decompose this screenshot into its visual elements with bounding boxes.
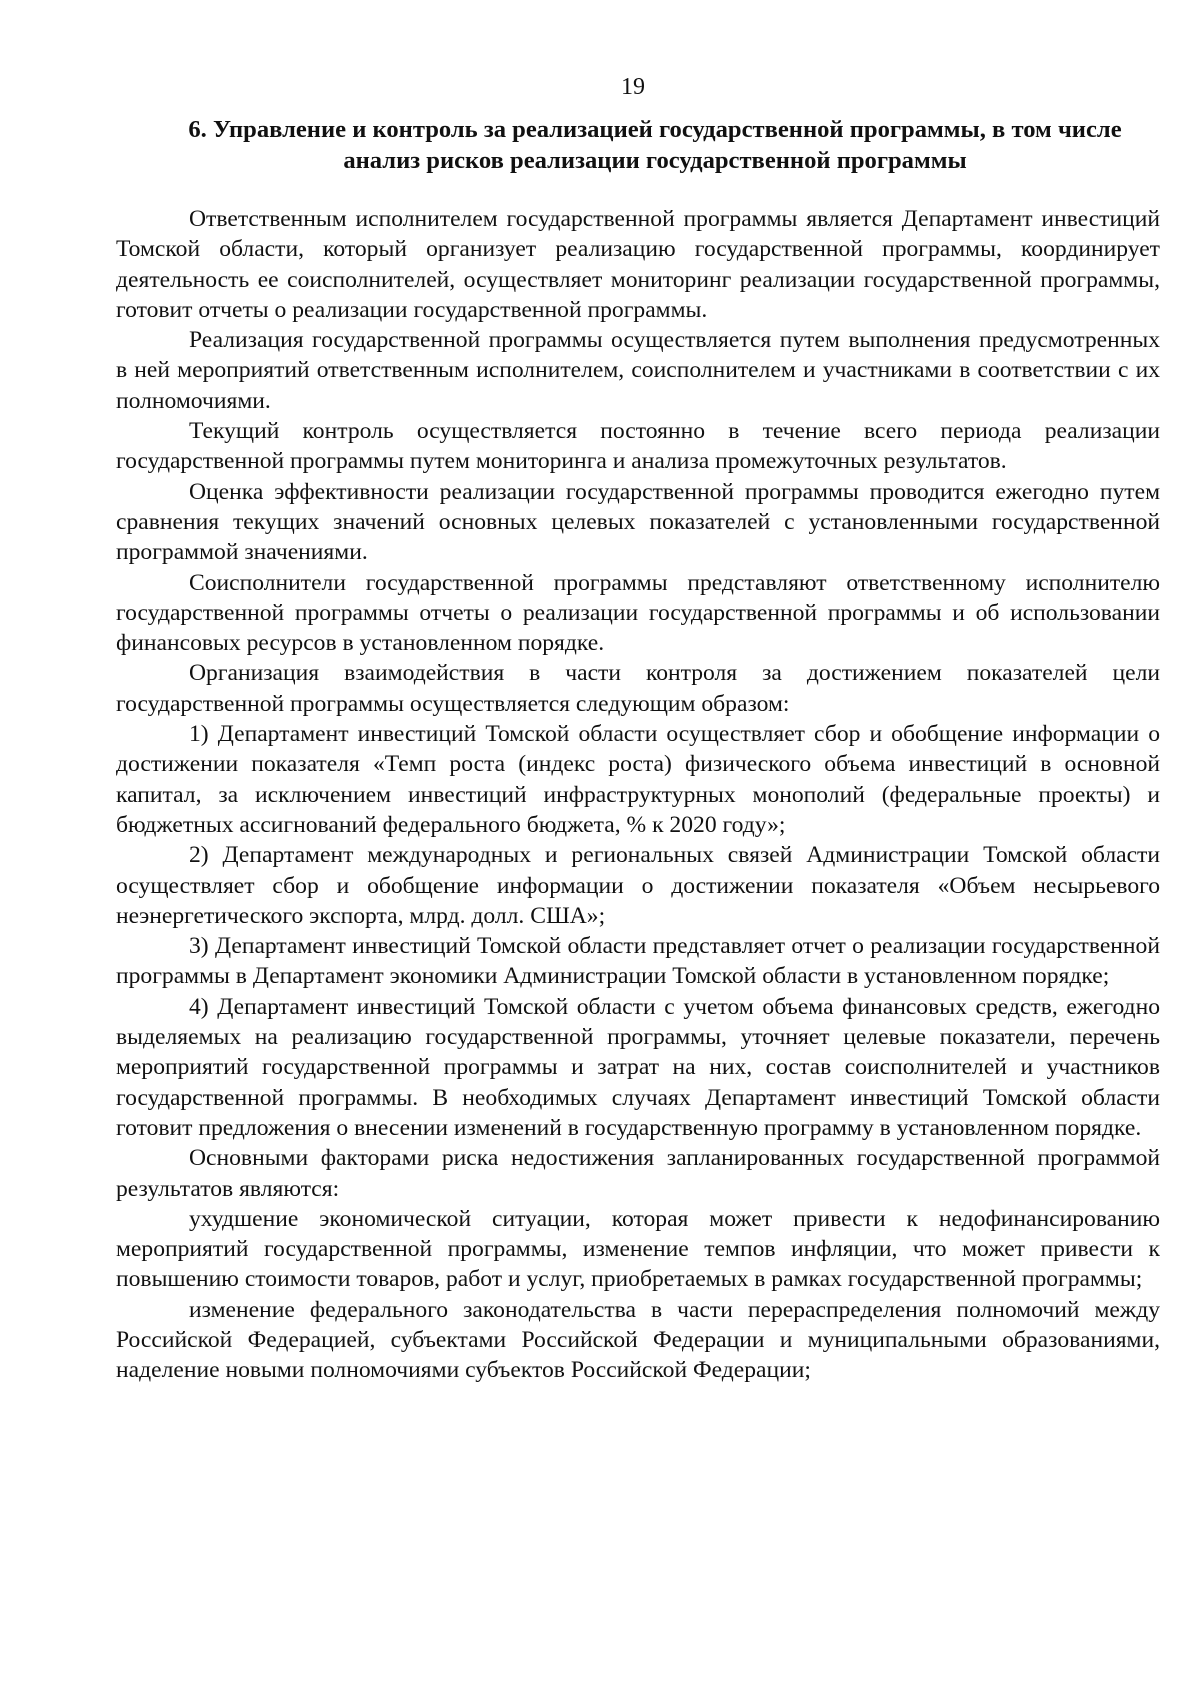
section-heading-line-1: 6. Управление и контроль за реализацией государственной программы, в том числе <box>188 116 1122 143</box>
body-text <box>116 204 1160 1386</box>
list-item: 3) Департамент инвестиций Томской области представляет отчет о реализации государственной программы в Департамент экономики Администрации Томской области в установленном порядке; <box>116 933 1160 990</box>
list-item: 4) Департамент инвестиций Томской области с учетом объема финансовых средств, ежегодно выделяемых на реализацию государственной программы, уточняет целевые показатели, перечень мероприятий государственной программы и затрат на них, состав соисполнителей и участников государственной программы. В необходимых случаях Департамент инвестиций Томской области готовит предложения о внесении изменений в государственную программу в установленном порядке. <box>116 993 1160 1141</box>
section-heading <box>150 114 1160 176</box>
risk-item: изменение федерального законодательства в части перераспределения полномочий между Российской Федерацией, субъектами Российской Федерации и муниципальными образованиями, наделение новыми полномочиями субъектов Российской Федерации; <box>116 1296 1160 1384</box>
paragraph: Реализация государственной программы осуществляется путем выполнения предусмотренных в ней мероприятий ответственным исполнителем, соисполнителем и участниками в соответствии с их полномочиями. <box>116 327 1160 414</box>
page-number: 19 <box>621 74 645 100</box>
paragraph: Организация взаимодействия в части контроля за достижением показателей цели государственной программы осуществляется следующим образом: <box>116 660 1160 717</box>
paragraph: Ответственным исполнителем государственной программы является Департамент инвестиций Томской области, который организует реализацию государственной программы, координирует деятельность ее соисполнителей, осуществляет мониторинг реализации государственной программы, готовит отчеты о реализации государственной программы. <box>116 206 1160 323</box>
paragraph: Соисполнители государственной программы представляют ответственному исполнителю государственной программы отчеты о реализации государственной программы и об использовании финансовых ресурсов в установленном порядке. <box>116 569 1160 657</box>
section-heading-line-2: анализ рисков реализации государственной программы <box>343 147 967 174</box>
list-item: 1) Департамент инвестиций Томской области осуществляет сбор и обобщение информации о достижении показателя «Темп роста (индекс роста) физического объема инвестиций в основной капитал, за исключением инвестиций инфраструктурных монополий (федеральные проекты) и бюджетных ассигнований федерального бюджета, % к 2020 году»; <box>116 721 1160 838</box>
list-item: 2) Департамент международных и региональных связей Администрации Томской области осуществляет сбор и обобщение информации о достижении показателя «Объем несырьевого неэнергетического экспорта, млрд. долл. США»; <box>116 842 1160 929</box>
risk-item: ухудшение экономической ситуации, которая может привести к недофинансированию мероприятий государственной программы, изменение темпов инфляции, что может привести к повышению стоимости товаров, работ и услуг, приобретаемых в рамках государственной программы; <box>116 1205 1160 1293</box>
paragraph: Текущий контроль осуществляется постоянно в течение всего периода реализации государственной программы путем мониторинга и анализа промежуточных результатов. <box>116 418 1160 475</box>
paragraph: Оценка эффективности реализации государственной программы проводится ежегодно путем сравнения текущих значений основных целевых показателей с установленными государственной программой значениями. <box>116 478 1160 566</box>
paragraph: Основными факторами риска недостижения запланированных государственной программой результатов являются: <box>116 1145 1160 1202</box>
